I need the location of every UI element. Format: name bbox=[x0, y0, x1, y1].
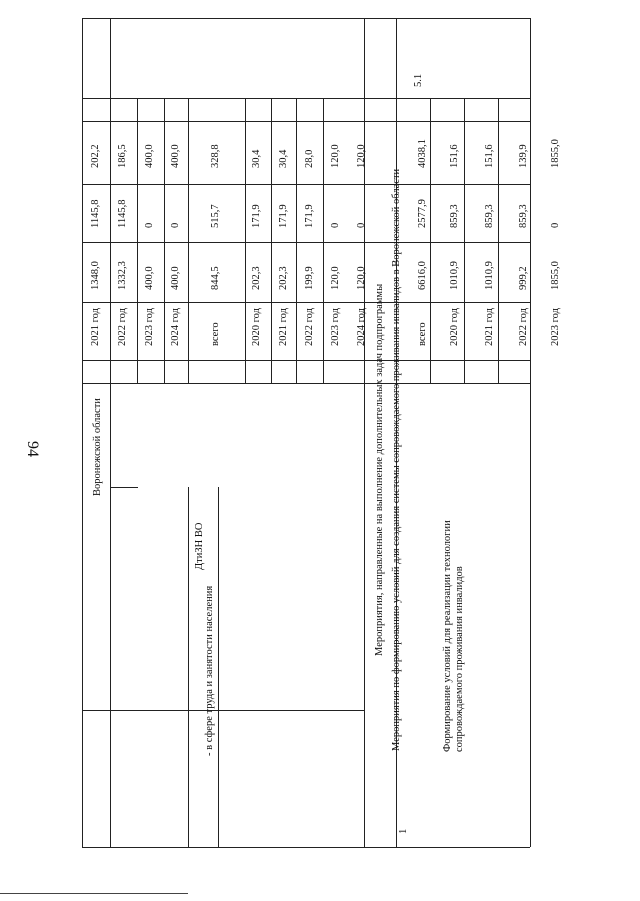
period-cell: 2021 год bbox=[484, 308, 495, 346]
value-cell: 120,0 bbox=[356, 266, 367, 290]
value-cell: 1855,0 bbox=[550, 139, 561, 168]
value-cell: 1145,8 bbox=[90, 199, 101, 228]
value-cell: 6616,0 bbox=[417, 261, 428, 290]
value-cell: 30,4 bbox=[251, 149, 262, 168]
period-cell: всего bbox=[417, 322, 428, 346]
value-cell: 400,0 bbox=[170, 144, 181, 168]
value-cell: 1145,8 bbox=[117, 199, 128, 228]
value-cell: 1010,9 bbox=[484, 261, 495, 290]
period-cell: всего bbox=[210, 322, 221, 346]
item-name: Формирование условий для реализации технологии сопровождаемого проживания инвалидов bbox=[442, 520, 465, 752]
value-cell: 0 bbox=[170, 222, 181, 228]
value-cell: 120,0 bbox=[330, 144, 341, 168]
period-cell: 2021 год bbox=[90, 308, 101, 346]
value-cell: 186,5 bbox=[117, 144, 128, 168]
value-cell: 0 bbox=[144, 222, 155, 228]
period-cell: 2024 год bbox=[170, 308, 181, 346]
value-cell: 4038,1 bbox=[417, 139, 428, 168]
value-cell: 151,6 bbox=[484, 144, 495, 168]
value-cell: 859,3 bbox=[518, 204, 529, 228]
value-cell: 171,9 bbox=[304, 204, 315, 228]
period-cell: 2023 год bbox=[330, 308, 341, 346]
item-number: 1 bbox=[398, 828, 409, 834]
value-cell: 0 bbox=[356, 222, 367, 228]
value-cell: 844,5 bbox=[210, 266, 221, 290]
value-cell: 1855,0 bbox=[550, 261, 561, 290]
section-title: Мероприятия, направленные на выполнение дополнительных задач подпрограммы bbox=[374, 283, 385, 656]
value-cell: 859,3 bbox=[449, 204, 460, 228]
value-cell: 202,3 bbox=[251, 266, 262, 290]
value-cell: 328,8 bbox=[210, 144, 221, 168]
subsection-title: Мероприятия по формированию условий для создания системы сопровождаемого проживания инвалидов в Воронежской области bbox=[391, 168, 402, 751]
value-cell: 30,4 bbox=[278, 149, 289, 168]
period-cell: 2022 год bbox=[518, 308, 529, 346]
value-cell: 28,0 bbox=[304, 149, 315, 168]
period-cell: 2023 год bbox=[144, 308, 155, 346]
value-cell: 120,0 bbox=[330, 266, 341, 290]
period-cell: 2022 год bbox=[117, 308, 128, 346]
period-cell: 2020 год bbox=[251, 308, 262, 346]
value-cell: 199,9 bbox=[304, 266, 315, 290]
value-cell: 400,0 bbox=[170, 266, 181, 290]
value-cell: 515,7 bbox=[210, 204, 221, 228]
labor-executor: ДтиЗН ВО bbox=[194, 522, 205, 570]
org-name: Воронежской области bbox=[92, 398, 103, 496]
value-cell: 120,0 bbox=[356, 144, 367, 168]
value-cell: 151,6 bbox=[449, 144, 460, 168]
value-cell: 859,3 bbox=[484, 204, 495, 228]
labor-name: - в сфере труда и занятости населения bbox=[204, 585, 215, 756]
period-cell: 2022 год bbox=[304, 308, 315, 346]
value-cell: 1348,0 bbox=[90, 261, 101, 290]
period-cell: 2024 год bbox=[356, 308, 367, 346]
value-cell: 400,0 bbox=[144, 144, 155, 168]
value-cell: 999,2 bbox=[518, 266, 529, 290]
value-cell: 2577,9 bbox=[417, 199, 428, 228]
page-number: 94 bbox=[24, 441, 41, 457]
item-code: 5.1 bbox=[413, 73, 424, 87]
period-cell: 2023 год bbox=[550, 308, 561, 346]
value-cell: 202,2 bbox=[90, 144, 101, 168]
value-cell: 139,9 bbox=[518, 144, 529, 168]
value-cell: 1010,9 bbox=[449, 261, 460, 290]
value-cell: 171,9 bbox=[251, 204, 262, 228]
value-cell: 0 bbox=[550, 222, 561, 228]
period-cell: 2021 год bbox=[278, 308, 289, 346]
value-cell: 171,9 bbox=[278, 204, 289, 228]
value-cell: 1332,3 bbox=[117, 261, 128, 290]
value-cell: 202,3 bbox=[278, 266, 289, 290]
value-cell: 0 bbox=[330, 222, 341, 228]
bottom-rule bbox=[0, 893, 188, 894]
value-cell: 400,0 bbox=[144, 266, 155, 290]
period-cell: 2020 год bbox=[449, 308, 460, 346]
